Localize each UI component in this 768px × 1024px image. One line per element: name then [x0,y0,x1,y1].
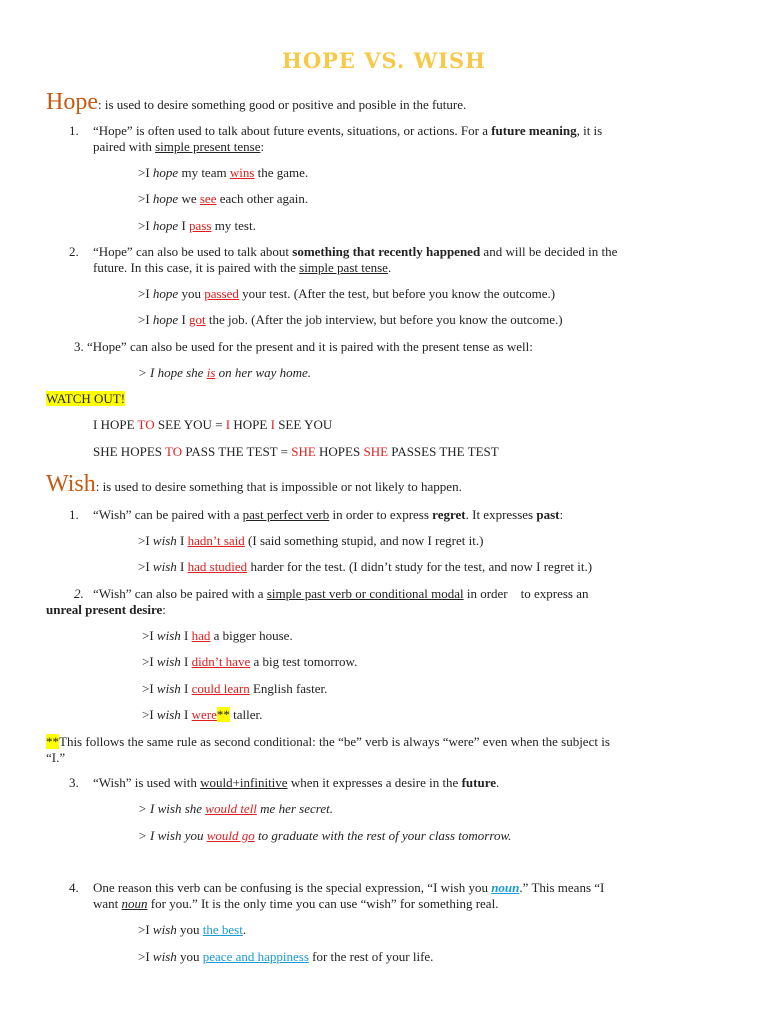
hope-item-2-line-1: “Hope” can also be used to talk about something that recently happened and will be decided in the [93,244,618,259]
were-note-line-1: **This follows the same rule as second conditional: the “be” verb is always “were” even when the subject is [46,734,610,749]
wish-item-1-line-1: “Wish” can be paired with a past perfect verb in order to express regret. It expresses past: [93,507,564,522]
hope-item-1-line-1: “Hope” is often used to talk about future events, situations, or actions. For a future meaning, it is [93,123,603,138]
wish-example-4: >I wish I didn’t have a big test tomorrow. [142,654,358,669]
hope-item-1-line-2: paired with simple present tense: [93,139,265,154]
wish-item-2-number: 2. [74,586,84,601]
wish-example-1: >I wish I hadn’t said (I said something stupid, and now I regret it.) [138,533,484,548]
wish-item-2-line-2: unreal present desire: [46,602,166,617]
watch-out-line-2: SHE HOPES TO PASS THE TEST = SHE HOPES SHE PASSES THE TEST [93,444,499,459]
wish-item-2-line-1: “Wish” can also be paired with a simple past verb or conditional modal in order to express an [93,586,589,601]
hope-example-1: >I hope my team wins the game. [138,165,309,180]
wish-definition: Wish: is used to desire something that is impossible or not likely to happen. [46,471,462,497]
wish-item-3-number: 3. [69,775,79,790]
hope-example-5: >I hope I got the job. (After the job interview, but before you know the outcome.) [138,312,563,327]
hope-example-6: > I hope she is on her way home. [138,365,312,380]
hope-definition: Hope: is used to desire something good or positive and posible in the future. [46,89,467,115]
wish-item-3-line-1: “Wish” is used with would+infinitive when it expresses a desire in the future. [93,775,500,790]
wish-example-2: >I wish I had studied harder for the test. (I didn’t study for the test, and now I regret it.) [138,559,593,574]
hope-example-3: >I hope I pass my test. [138,218,256,233]
wish-example-5: >I wish I could learn English faster. [142,681,328,696]
hope-example-4: >I hope you passed your test. (After the test, but before you know the outcome.) [138,286,556,301]
wish-item-1-number: 1. [69,507,79,522]
wish-example-8: > I wish you would go to graduate with the rest of your class tomorrow. [138,828,512,843]
watch-out-label: WATCH OUT! [46,391,126,406]
wish-item-4-line-1: One reason this verb can be confusing is the special expression, “I wish you noun.” This means “I [93,880,605,895]
hope-example-2: >I hope we see each other again. [138,191,309,206]
wish-item-4-number: 4. [69,880,79,895]
hope-item-1-number: 1. [69,123,79,138]
hope-item-2-line-2: future. In this case, it is paired with the simple past tense. [93,260,392,275]
hope-item-2-number: 2. [69,244,79,259]
hope-item-3: 3. “Hope” can also be used for the present and it is paired with the present tense as well: [74,339,533,354]
hope-heading: Hope [46,89,98,115]
wish-item-4-line-2: want noun for you.” It is the only time you can use “wish” for something real. [93,896,499,911]
wish-example-7: > I wish she would tell me her secret. [138,801,333,816]
page-title: HOPE VS. WISH [282,48,486,73]
wish-example-3: >I wish I had a bigger house. [142,628,293,643]
wish-heading: Wish [46,471,96,497]
wish-example-10: >I wish you peace and happiness for the rest of your life. [138,949,434,964]
watch-out-line-1: I HOPE TO SEE YOU = I HOPE I SEE YOU [93,417,333,432]
wish-example-9: >I wish you the best. [138,922,247,937]
were-note-line-2: “I.” [46,750,66,765]
wish-example-6: >I wish I were** taller. [142,707,263,722]
